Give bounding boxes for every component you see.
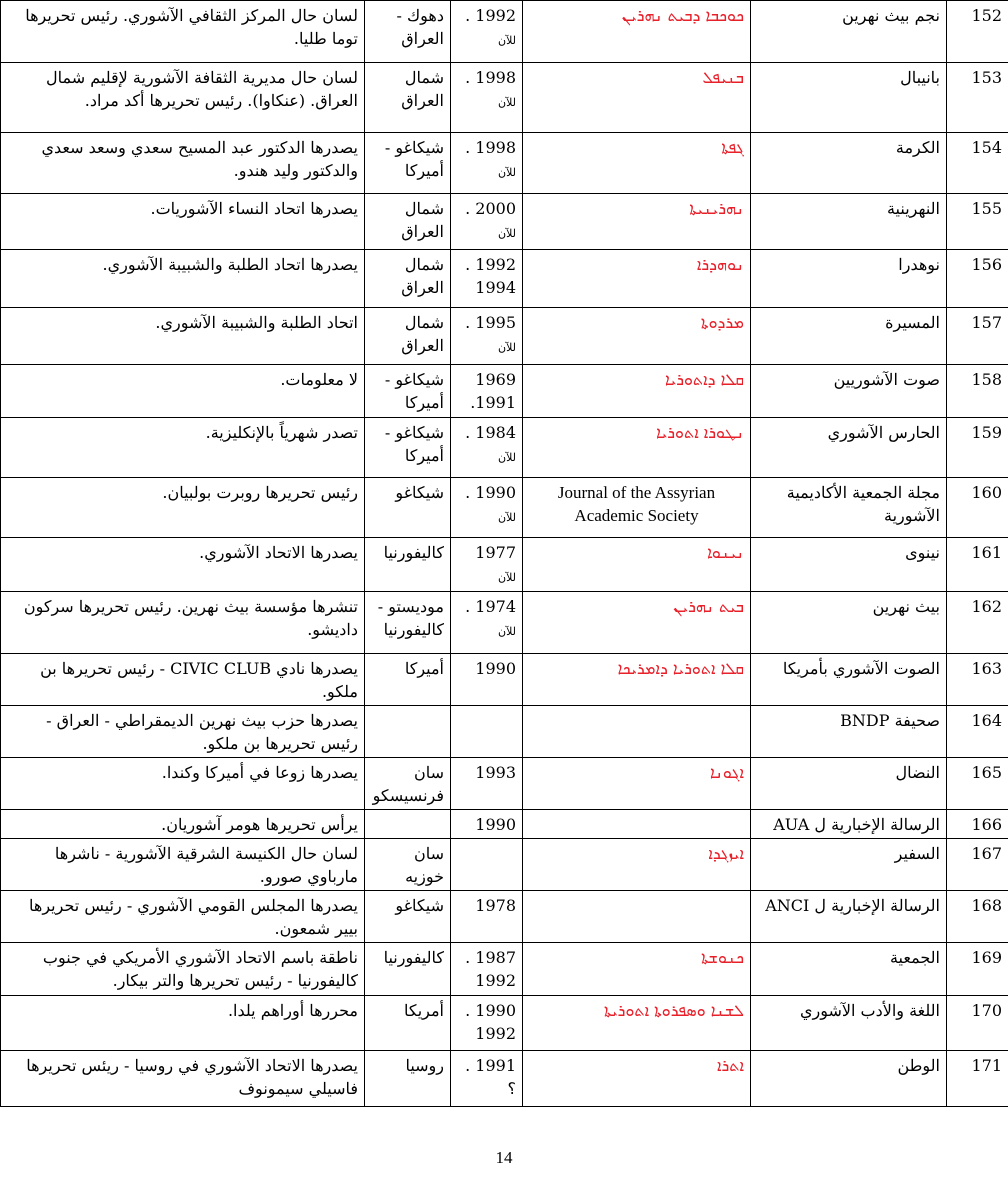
periodical-name: نجم بيث نهرين bbox=[751, 1, 947, 63]
publication-place: كاليفورنيا bbox=[365, 943, 451, 996]
row-number: 158 bbox=[947, 365, 1008, 418]
row-number: 162 bbox=[947, 592, 1008, 654]
start-year: 1992 . bbox=[465, 255, 516, 274]
end-year: ؟ bbox=[507, 1079, 516, 1098]
row-number: 161 bbox=[947, 538, 1008, 592]
date-cell bbox=[451, 1, 523, 63]
table-row bbox=[1, 250, 1008, 308]
end-year: للآن bbox=[498, 451, 516, 464]
end-year: للآن bbox=[498, 625, 516, 638]
start-year: 1984 . bbox=[465, 423, 516, 442]
notes: رئيس تحريرها روبرت بولبيان. bbox=[1, 478, 365, 538]
end-year: 1992 bbox=[475, 971, 516, 990]
periodical-name: النهرينية bbox=[751, 194, 947, 250]
start-year: 1990 bbox=[475, 659, 516, 678]
row-number: 152 bbox=[947, 1, 1008, 63]
syriac-title: ܩܠܐ ܕܐܬܘܪܝܐ bbox=[523, 365, 751, 418]
table-row bbox=[1, 194, 1008, 250]
syriac-title bbox=[523, 810, 751, 839]
start-year: 1990 bbox=[475, 815, 516, 834]
syriac-title: ܐܝܙܓܕܐ bbox=[523, 839, 751, 891]
notes: يصدرها الدكتور عبد المسيح سعدي وسعد سعدي والدكتور وليد هندو. bbox=[1, 133, 365, 194]
date-cell bbox=[451, 839, 523, 891]
notes: لسان حال مديرية الثقافة الآشورية لإقليم شمال العراق. (عنكاوا). رئيس تحريرها أكد مراد. bbox=[1, 63, 365, 133]
start-year: 1987 . bbox=[465, 948, 516, 967]
syriac-title: ܐܓܘܢܐ bbox=[523, 758, 751, 810]
syriac-title: ܡܪܕܘܬܐ bbox=[523, 308, 751, 365]
periodical-name: اللغة والأدب الآشوري bbox=[751, 996, 947, 1051]
row-number: 164 bbox=[947, 706, 1008, 758]
table-row bbox=[1, 810, 1008, 839]
date-cell bbox=[451, 943, 523, 996]
date-cell bbox=[451, 810, 523, 839]
row-number: 170 bbox=[947, 996, 1008, 1051]
row-number: 154 bbox=[947, 133, 1008, 194]
date-cell bbox=[451, 706, 523, 758]
row-number: 157 bbox=[947, 308, 1008, 365]
notes: يصدرها اتحاد الطلبة والشبيبة الآشوري. bbox=[1, 250, 365, 308]
row-number: 169 bbox=[947, 943, 1008, 996]
notes: يصدرها المجلس القومي الآشوري - رئيس تحريرها بيير شمعون. bbox=[1, 891, 365, 943]
table-row bbox=[1, 538, 1008, 592]
periodical-name: الجمعية bbox=[751, 943, 947, 996]
syriac-title bbox=[523, 478, 751, 538]
syriac-title: ܐܬܪܐ bbox=[523, 1051, 751, 1107]
syriac-title: ܒܢܝܦܠ bbox=[523, 63, 751, 133]
syriac-title: ܢܛܘܪܐ ܐܬܘܪܝܐ bbox=[523, 418, 751, 478]
notes: يصدرها اتحاد النساء الآشوريات. bbox=[1, 194, 365, 250]
periodical-name: صوت الآشوريين bbox=[751, 365, 947, 418]
end-year: للآن bbox=[498, 34, 516, 47]
start-year: 1977 bbox=[475, 543, 516, 562]
publication-place: شيكاغو - أميركا bbox=[365, 365, 451, 418]
date-cell bbox=[451, 758, 523, 810]
notes: ناطقة باسم الاتحاد الآشوري الأمريكي في جنوب كاليفورنيا - رئيس تحريرها والتر بيكار. bbox=[1, 943, 365, 996]
table-row bbox=[1, 308, 1008, 365]
publication-place: شمال العراق bbox=[365, 194, 451, 250]
notes: لسان حال المركز الثقافي الآشوري. رئيس تحريرها توما طليا. bbox=[1, 1, 365, 63]
publication-place: شمال العراق bbox=[365, 63, 451, 133]
page-number: 14 bbox=[495, 1148, 513, 1167]
date-cell bbox=[451, 365, 523, 418]
publication-place: سان فرنسيسكو bbox=[365, 758, 451, 810]
table-row bbox=[1, 592, 1008, 654]
periodical-name: المسيرة bbox=[751, 308, 947, 365]
date-cell bbox=[451, 418, 523, 478]
notes: يرأس تحريرها هومر آشوريان. bbox=[1, 810, 365, 839]
publication-place: دهوك - العراق bbox=[365, 1, 451, 63]
syriac-title bbox=[523, 706, 751, 758]
notes: اتحاد الطلبة والشبيبة الآشوري. bbox=[1, 308, 365, 365]
end-year: للآن bbox=[498, 341, 516, 354]
table-row bbox=[1, 839, 1008, 891]
table-row bbox=[1, 943, 1008, 996]
row-number: 166 bbox=[947, 810, 1008, 839]
table-row bbox=[1, 996, 1008, 1051]
notes: تصدر شهرياً بالإنكليزية. bbox=[1, 418, 365, 478]
table-row bbox=[1, 418, 1008, 478]
row-number: 171 bbox=[947, 1051, 1008, 1107]
publication-place bbox=[365, 706, 451, 758]
publication-place: شيكاغو - أميركا bbox=[365, 418, 451, 478]
periodical-name: نوهدرا bbox=[751, 250, 947, 308]
date-cell bbox=[451, 891, 523, 943]
table-row bbox=[1, 706, 1008, 758]
date-cell bbox=[451, 654, 523, 706]
notes: يصدرها الاتحاد الآشوري في روسيا - ريئس تحريرها فاسيلي سيمونوف bbox=[1, 1051, 365, 1107]
periodical-name: السفير bbox=[751, 839, 947, 891]
periodical-name: الصوت الآشوري بأمريكا bbox=[751, 654, 947, 706]
publication-place: موديستو - كاليفورنيا bbox=[365, 592, 451, 654]
table-row bbox=[1, 1, 1008, 63]
periodical-name: صحيفة BNDP bbox=[751, 706, 947, 758]
publication-place: أمريكا bbox=[365, 996, 451, 1051]
table-row bbox=[1, 63, 1008, 133]
table-body bbox=[1, 1, 1008, 1107]
end-year: 1992 bbox=[475, 1024, 516, 1043]
end-year: للآن bbox=[498, 96, 516, 109]
start-year: 1998 . bbox=[465, 68, 516, 87]
periodical-name: بيث نهرين bbox=[751, 592, 947, 654]
publication-place: كاليفورنيا bbox=[365, 538, 451, 592]
end-year: للآن bbox=[498, 511, 516, 524]
periodical-name: بانيبال bbox=[751, 63, 947, 133]
notes: يصدرها نادي CIVIC CLUB - رئيس تحريرها بن ملكو. bbox=[1, 654, 365, 706]
date-cell bbox=[451, 250, 523, 308]
start-year: 1990 . bbox=[465, 483, 516, 502]
table-row bbox=[1, 133, 1008, 194]
periodical-name: مجلة الجمعية الأكاديمية الآشورية bbox=[751, 478, 947, 538]
periodical-name: النضال bbox=[751, 758, 947, 810]
syriac-title: ܒܝܬ ܢܗܪܝܢ bbox=[523, 592, 751, 654]
publication-place: سان خوزيه bbox=[365, 839, 451, 891]
start-year: 1998 . bbox=[465, 138, 516, 157]
syriac-title: ܩܠܐ ܐܬܘܪܝܐ ܕܐܡܪܝܟܐ bbox=[523, 654, 751, 706]
row-number: 163 bbox=[947, 654, 1008, 706]
notes: يصدرها حزب بيث نهرين الديمقراطي - العراق - رئيس تحريرها بن ملكو. bbox=[1, 706, 365, 758]
date-cell bbox=[451, 133, 523, 194]
notes: لسان حال الكنيسة الشرقية الآشورية - ناشرها مارباوي صورو. bbox=[1, 839, 365, 891]
row-number: 155 bbox=[947, 194, 1008, 250]
row-number: 159 bbox=[947, 418, 1008, 478]
english-title: Journal of the Assyrian Academic Society bbox=[557, 483, 716, 525]
publication-place: شيكاغو - أميركا bbox=[365, 133, 451, 194]
periodical-name: الوطن bbox=[751, 1051, 947, 1107]
periodical-name: الكرمة bbox=[751, 133, 947, 194]
row-number: 168 bbox=[947, 891, 1008, 943]
end-year: للآن bbox=[498, 166, 516, 179]
table-row bbox=[1, 478, 1008, 538]
notes: لا معلومات. bbox=[1, 365, 365, 418]
notes: يصدرها زوعا في أميركا وكندا. bbox=[1, 758, 365, 810]
table-row bbox=[1, 891, 1008, 943]
start-year: 1974 . bbox=[465, 597, 516, 616]
table-row bbox=[1, 758, 1008, 810]
start-year: 2000 . bbox=[465, 199, 516, 218]
row-number: 156 bbox=[947, 250, 1008, 308]
row-number: 153 bbox=[947, 63, 1008, 133]
table-row bbox=[1, 365, 1008, 418]
start-year: 1990 . bbox=[465, 1001, 516, 1020]
periodical-name: الحارس الآشوري bbox=[751, 418, 947, 478]
date-cell bbox=[451, 1051, 523, 1107]
syriac-title: ܢܝܢܘܐ bbox=[523, 538, 751, 592]
syriac-title: ܓܦܬܐ bbox=[523, 133, 751, 194]
date-cell bbox=[451, 308, 523, 365]
end-year: للآن bbox=[498, 227, 516, 240]
table-row bbox=[1, 654, 1008, 706]
syriac-title: ܢܗܪܝܢܝܬܐ bbox=[523, 194, 751, 250]
row-number: 160 bbox=[947, 478, 1008, 538]
start-year: 1991 . bbox=[465, 1056, 516, 1075]
table-row bbox=[1, 1051, 1008, 1107]
periodical-name: الرسالة الإخبارية ل AUA bbox=[751, 810, 947, 839]
syriac-title: ܠܫܢܐ ܘܣܦܪܘܬܐ ܐܬܘܪܝܬܐ bbox=[523, 996, 751, 1051]
publication-place: شيكاغو bbox=[365, 478, 451, 538]
notes: تنشرها مؤسسة بيث نهرين. رئيس تحريرها سركون داديشو. bbox=[1, 592, 365, 654]
start-year: 1993 bbox=[475, 763, 516, 782]
start-year: 1978 bbox=[475, 896, 516, 915]
publication-place: أميركا bbox=[365, 654, 451, 706]
end-year: 1991. bbox=[470, 393, 516, 412]
publication-place: شمال العراق bbox=[365, 250, 451, 308]
start-year: 1995 . bbox=[465, 313, 516, 332]
date-cell bbox=[451, 63, 523, 133]
start-year: 1969 bbox=[475, 370, 516, 389]
date-cell bbox=[451, 194, 523, 250]
publication-place: شمال العراق bbox=[365, 308, 451, 365]
end-year: 1994 bbox=[475, 278, 516, 297]
row-number: 167 bbox=[947, 839, 1008, 891]
publication-place: شيكاغو bbox=[365, 891, 451, 943]
periodical-name: الرسالة الإخبارية ل ANCI bbox=[751, 891, 947, 943]
syriac-title bbox=[523, 891, 751, 943]
date-cell bbox=[451, 538, 523, 592]
date-cell bbox=[451, 996, 523, 1051]
syriac-title: ܟܘܟܒܐ ܕܒܝܬ ܢܗܪܝܢ bbox=[523, 1, 751, 63]
publication-place: روسيا bbox=[365, 1051, 451, 1107]
start-year: 1992 . bbox=[465, 6, 516, 25]
notes: محررها أوراهم يلدا. bbox=[1, 996, 365, 1051]
syriac-title: ܟܢܘܫܬܐ bbox=[523, 943, 751, 996]
date-cell bbox=[451, 478, 523, 538]
notes: يصدرها الاتحاد الآشوري. bbox=[1, 538, 365, 592]
end-year: للآن bbox=[498, 571, 516, 584]
periodical-name: نينوى bbox=[751, 538, 947, 592]
row-number: 165 bbox=[947, 758, 1008, 810]
syriac-title: ܢܘܗܕܪܐ bbox=[523, 250, 751, 308]
date-cell bbox=[451, 592, 523, 654]
publication-place bbox=[365, 810, 451, 839]
